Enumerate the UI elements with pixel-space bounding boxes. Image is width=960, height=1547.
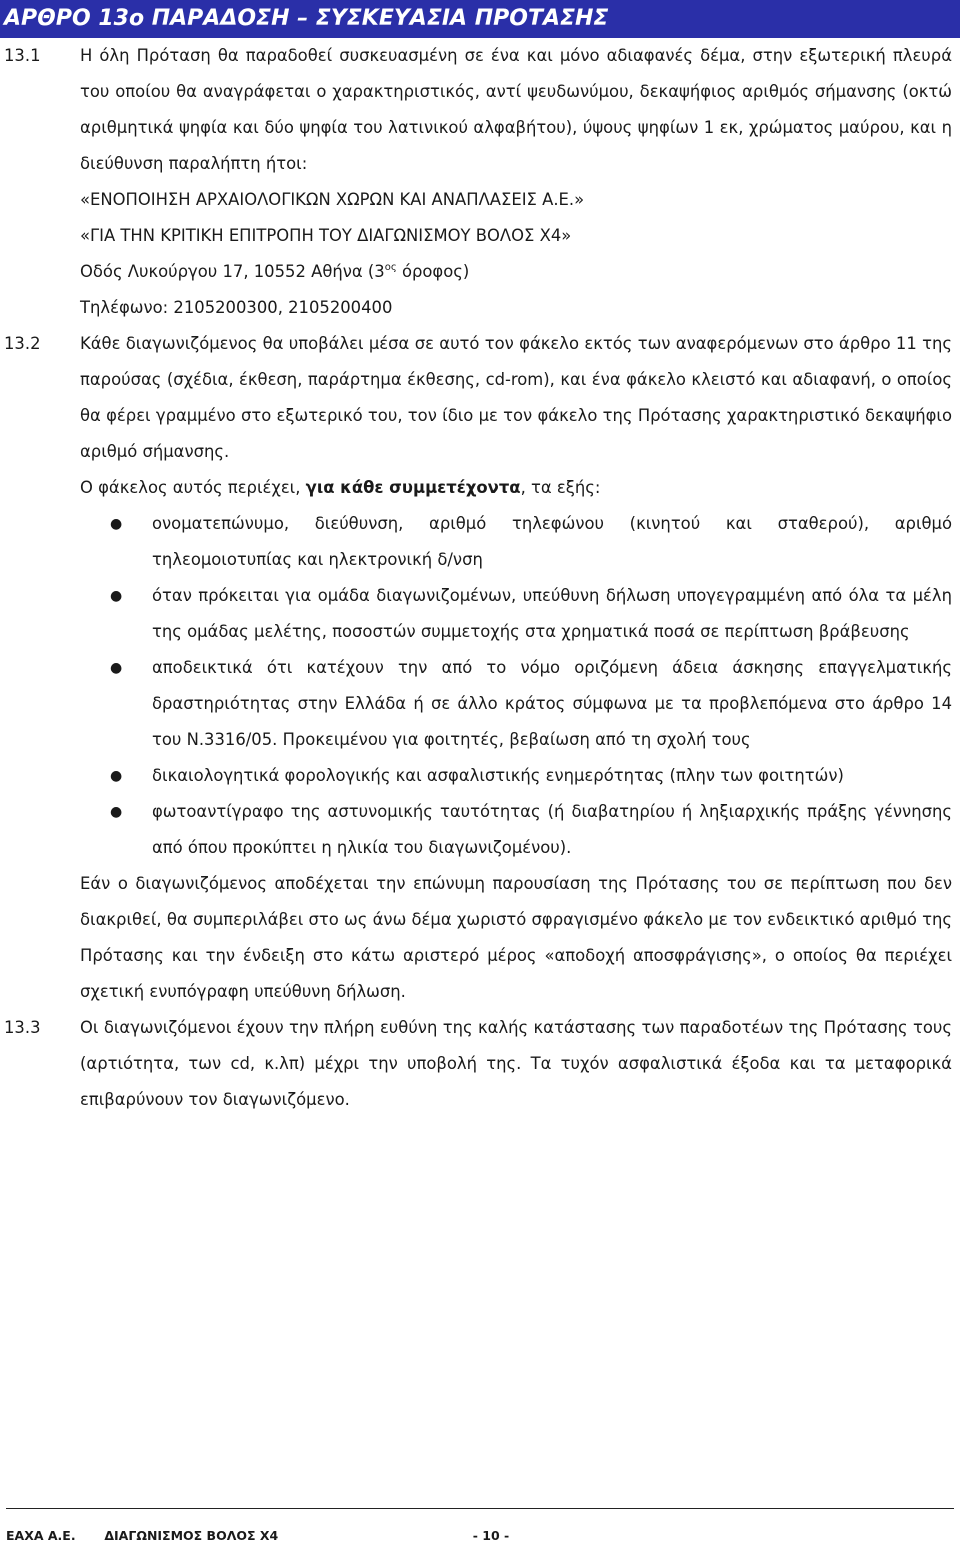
address-street: Οδός Λυκούργου 17, 10552 Αθήνα (3 bbox=[80, 262, 385, 281]
list-item bbox=[110, 794, 952, 866]
bullet-icon: ● bbox=[110, 516, 123, 532]
section-text: Κάθε διαγωνιζόμενος θα υποβάλει μέσα σε αυτό τον φάκελο εκτός των αναφερόμενων στο άρθρο 11 της παρούσας (σχέδια, έκθεση, παράρτημα έκθεσης, cd-rom), και ένα φάκελο κλειστό και αδιαφανή, ο οποίος θα φέρει γραμμένο στο εξωτερικό του, τον ίδιο με τον φάκελο της Πρότασης χαρακτηριστικό δεκαψήφιο αριθμό σήμανσης. bbox=[80, 334, 952, 461]
list-item-text: φωτοαντίγραφο της αστυνομικής ταυτότητας (ή διαβατηρίου ή ληξιαρχικής πράξης γέννησης από όπου προκύπτει η ηλικία του διαγωνιζομένου). bbox=[152, 802, 952, 857]
list-item-text: ονοματεπώνυμο, διεύθυνση, αριθμό τηλεφώνου (κινητού και σταθερού), αριθμό τηλεομοιοτυπίας και ηλεκτρονική δ/νση bbox=[152, 514, 952, 569]
list-item-text: δικαιολογητικά φορολογικής και ασφαλιστικής ενημερότητας (πλην των φοιτητών) bbox=[152, 766, 844, 785]
footer-divider bbox=[6, 1508, 954, 1509]
envelope-contents-intro bbox=[80, 470, 952, 506]
recipient-company: «ΕΝΟΠΟΙΗΣΗ ΑΡΧΑΙΟΛΟΓΙΚΩΝ ΧΩΡΩΝ ΚΑΙ ΑΝΑΠΛΑΣΕΙΣ Α.Ε.» bbox=[80, 190, 585, 209]
article-heading: ΑΡΘΡΟ 13ο ΠΑΡΑΔΟΣΗ – ΣΥΣΚΕΥΑΣΙΑ ΠΡΟΤΑΣΗΣ bbox=[0, 0, 960, 38]
section-13-2 bbox=[0, 326, 960, 1010]
address-floor: όροφος) bbox=[396, 262, 470, 281]
page-number: - 10 - bbox=[472, 1528, 510, 1543]
section-13-1 bbox=[0, 38, 960, 326]
footer-title: ΔΙΑΓΩΝΙΣΜΟΣ ΒΟΛΟΣ Χ4 bbox=[104, 1528, 279, 1543]
section-text: Οι διαγωνιζόμενοι έχουν την πλήρη ευθύνη της καλής κατάστασης των παραδοτέων της Πρότασης τους (αρτιότητα, των cd, κ.λπ) μέχρι την υποβολή της. Τα τυχόν ασφαλιστικά έξοδα και τα μεταφορικά επιβαρύνουν τον διαγωνιζόμενο. bbox=[80, 1018, 952, 1109]
intro-emphasis: για κάθε συμμετέχοντα bbox=[305, 478, 521, 497]
list-item bbox=[110, 650, 952, 758]
document-body bbox=[0, 38, 960, 1118]
bullet-icon: ● bbox=[110, 804, 123, 820]
list-item bbox=[110, 758, 952, 794]
recipient-address bbox=[80, 254, 960, 290]
list-item bbox=[110, 506, 952, 578]
section-number: 13.3 bbox=[4, 1018, 41, 1037]
bullet-icon: ● bbox=[110, 588, 123, 604]
floor-ordinal: ος bbox=[384, 262, 397, 273]
intro-text: Ο φάκελος αυτός περιέχει, bbox=[80, 478, 306, 497]
intro-tail: , τα εξής: bbox=[520, 478, 601, 497]
footer-organization: ΕΑΧΑ Α.Ε. bbox=[6, 1528, 76, 1543]
page-footer bbox=[6, 1528, 509, 1543]
section-13-3 bbox=[0, 1010, 960, 1118]
recipient-phone: Τηλέφωνο: 2105200300, 2105200400 bbox=[80, 298, 393, 317]
list-item-text: αποδεικτικά ότι κατέχουν την από το νόμο οριζόμενη άδεια άσκησης επαγγελματικής δραστηριότητας στην Ελλάδα ή σε άλλο κράτος σύμφωνα με τα προβλεπόμενα στο άρθρο 14 του Ν.3316/05. Προκειμένου για φοιτητές, βεβαίωση από τη σχολή τους bbox=[152, 658, 952, 749]
section-number: 13.2 bbox=[4, 334, 41, 353]
bullet-icon: ● bbox=[110, 660, 123, 676]
section-text: Η όλη Πρόταση θα παραδοθεί συσκευασμένη σε ένα και μόνο αδιαφανές δέμα, στην εξωτερική πλευρά του οποίου θα αναγράφεται ο χαρακτηριστικός, αντί ψευδωνύμου, δεκαψήφιος αριθμός σήμανσης (οκτώ αριθμητικά ψηφία και δύο ψηφία του λατινικού αλφαβήτου), ύψους ψηφίων 1 εκ, χρώματος μαύρου, και η διεύθυνση παραλήπτη ήτοι: bbox=[80, 46, 952, 173]
envelope-contents-list bbox=[0, 506, 960, 866]
section-closing-text: Εάν ο διαγωνιζόμενος αποδέχεται την επώνυμη παρουσίαση της Πρότασης του σε περίπτωση που δεν διακριθεί, θα συμπεριλάβει στο ως άνω δέμα χωριστό σφραγισμένο φάκελο με τον ενδεικτικό αριθμό της Πρότασης και την ένδειξη στο κάτω αριστερό μέρος «αποδοχή αποσφράγισης», ο οποίος θα περιέχει σχετική ενυπόγραφη υπεύθυνη δήλωση. bbox=[80, 874, 952, 1001]
recipient-committee: «ΓΙΑ ΤΗΝ ΚΡΙΤΙΚΗ ΕΠΙΤΡΟΠΗ ΤΟΥ ΔΙΑΓΩΝΙΣΜΟΥ ΒΟΛΟΣ Χ4» bbox=[80, 226, 572, 245]
section-number: 13.1 bbox=[4, 46, 41, 65]
bullet-icon: ● bbox=[110, 768, 123, 784]
list-item bbox=[110, 578, 952, 650]
list-item-text: όταν πρόκειται για ομάδα διαγωνιζομένων, υπεύθυνη δήλωση υπογεγραμμένη από όλα τα μέλη της ομάδας μελέτης, ποσοστών συμμετοχής στα χρηματικά ποσά σε περίπτωση βράβευσης bbox=[152, 586, 952, 641]
